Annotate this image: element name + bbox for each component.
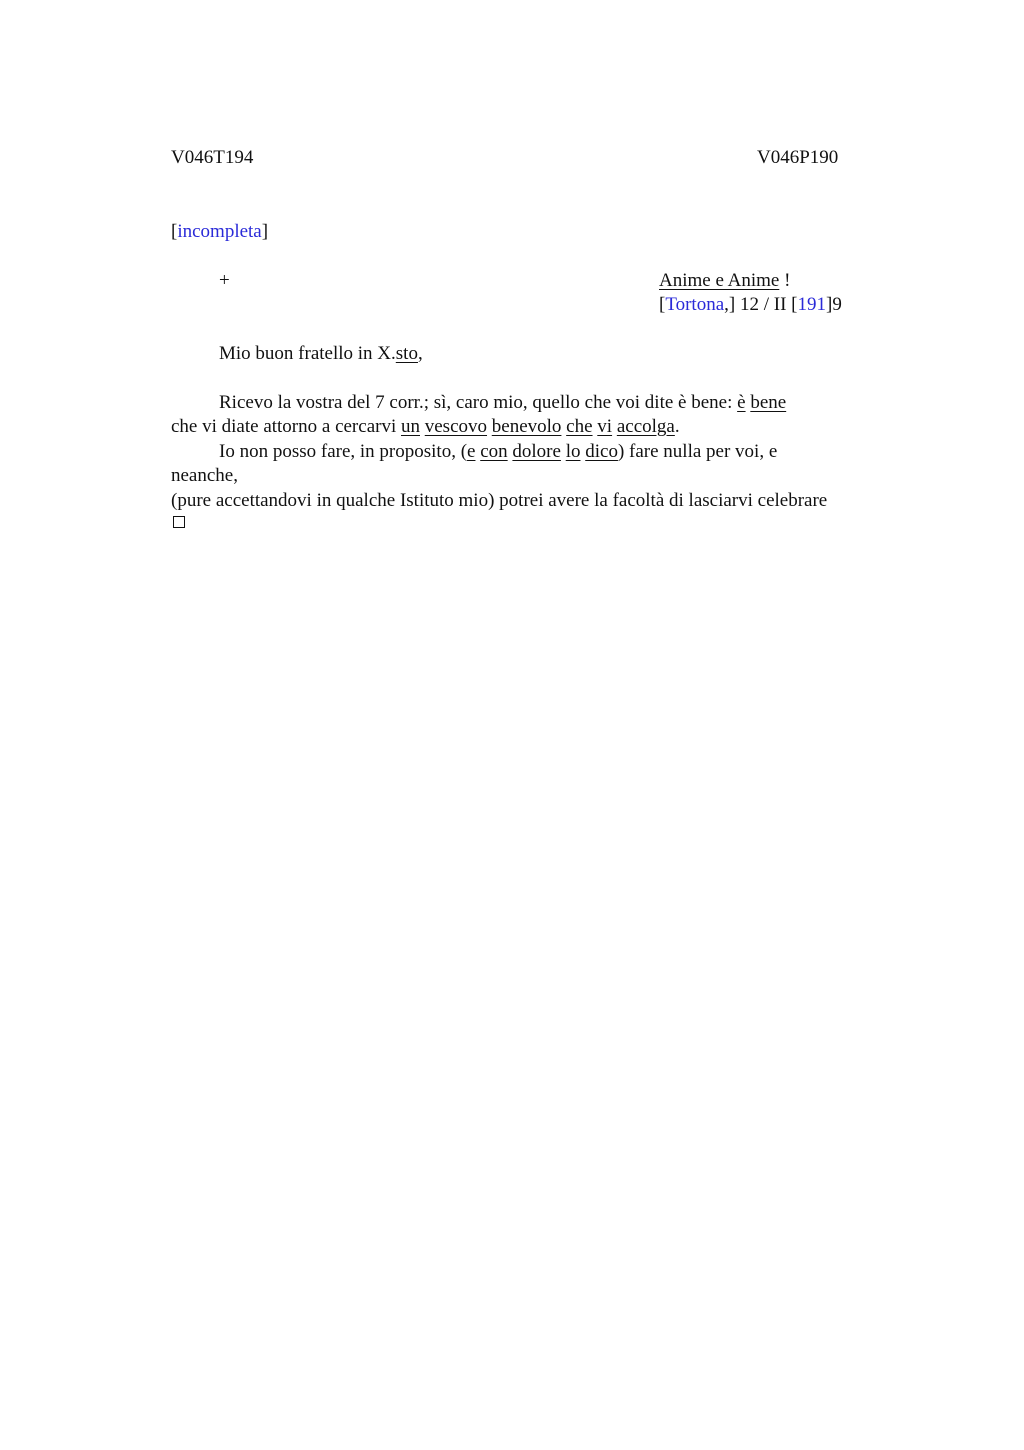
paragraph-2-line-2: neanche,	[171, 465, 238, 486]
date-year-prefix: 191	[797, 294, 826, 315]
paragraph-2-line-1	[219, 440, 777, 464]
period: .	[674, 416, 680, 437]
paragraph-1-line-2	[171, 415, 680, 439]
paragraph-text: Ricevo la vostra del 7 corr.; sì, caro mio, quello che voi dite è bene:	[219, 392, 738, 413]
underlined-word: accolga	[616, 416, 675, 437]
salutation-text: Mio buon fratello in X.	[219, 343, 396, 364]
status-note	[171, 220, 268, 244]
underlined-word: lo	[565, 441, 581, 462]
underlined-word: con	[480, 441, 508, 462]
salutation-comma: ,	[417, 343, 423, 364]
document-code-right: V046P190	[757, 147, 839, 168]
underlined-word: dolore	[512, 441, 561, 462]
underlined-word: un	[401, 416, 420, 437]
underlined-word: che	[566, 416, 593, 437]
document-code-left: V046T194	[171, 147, 254, 168]
cross-mark: +	[219, 270, 230, 291]
paragraph-text: Io non posso fare, in proposito, (	[219, 441, 468, 462]
underlined-word: vi	[597, 416, 613, 437]
date-day-month: ,] 12 / II [	[724, 294, 798, 315]
paragraph-text: che vi diate attorno a cercarvi	[171, 416, 401, 437]
date-bracket-open: [	[659, 294, 666, 315]
underlined-word: benevolo	[491, 416, 562, 437]
salutation	[219, 342, 423, 366]
status-label: incompleta	[177, 221, 262, 242]
dateline	[659, 293, 842, 317]
missing-glyph-box	[173, 516, 185, 528]
underlined-word: bene	[750, 392, 787, 413]
underlined-word: dico	[585, 441, 618, 462]
salutation-abbrev: sto	[395, 343, 418, 364]
paragraph-1-line-1	[219, 391, 786, 415]
underlined-word: e	[467, 441, 476, 462]
motto-text: Anime e Anime	[659, 270, 780, 291]
date-place: Tortona	[665, 294, 725, 315]
motto	[659, 269, 790, 293]
underlined-word: vescovo	[424, 416, 488, 437]
paragraph-text: ) fare nulla per voi, e	[617, 441, 778, 462]
bracket-open: [	[171, 221, 178, 242]
bracket-close: ]	[261, 221, 269, 242]
date-year-end: ]9	[826, 294, 842, 315]
paragraph-2-line-3: (pure accettandovi in qualche Istituto mio) potrei avere la facoltà di lasciarvi celebrare	[171, 490, 828, 511]
motto-suffix: !	[779, 270, 791, 291]
underlined-word: è	[737, 392, 746, 413]
